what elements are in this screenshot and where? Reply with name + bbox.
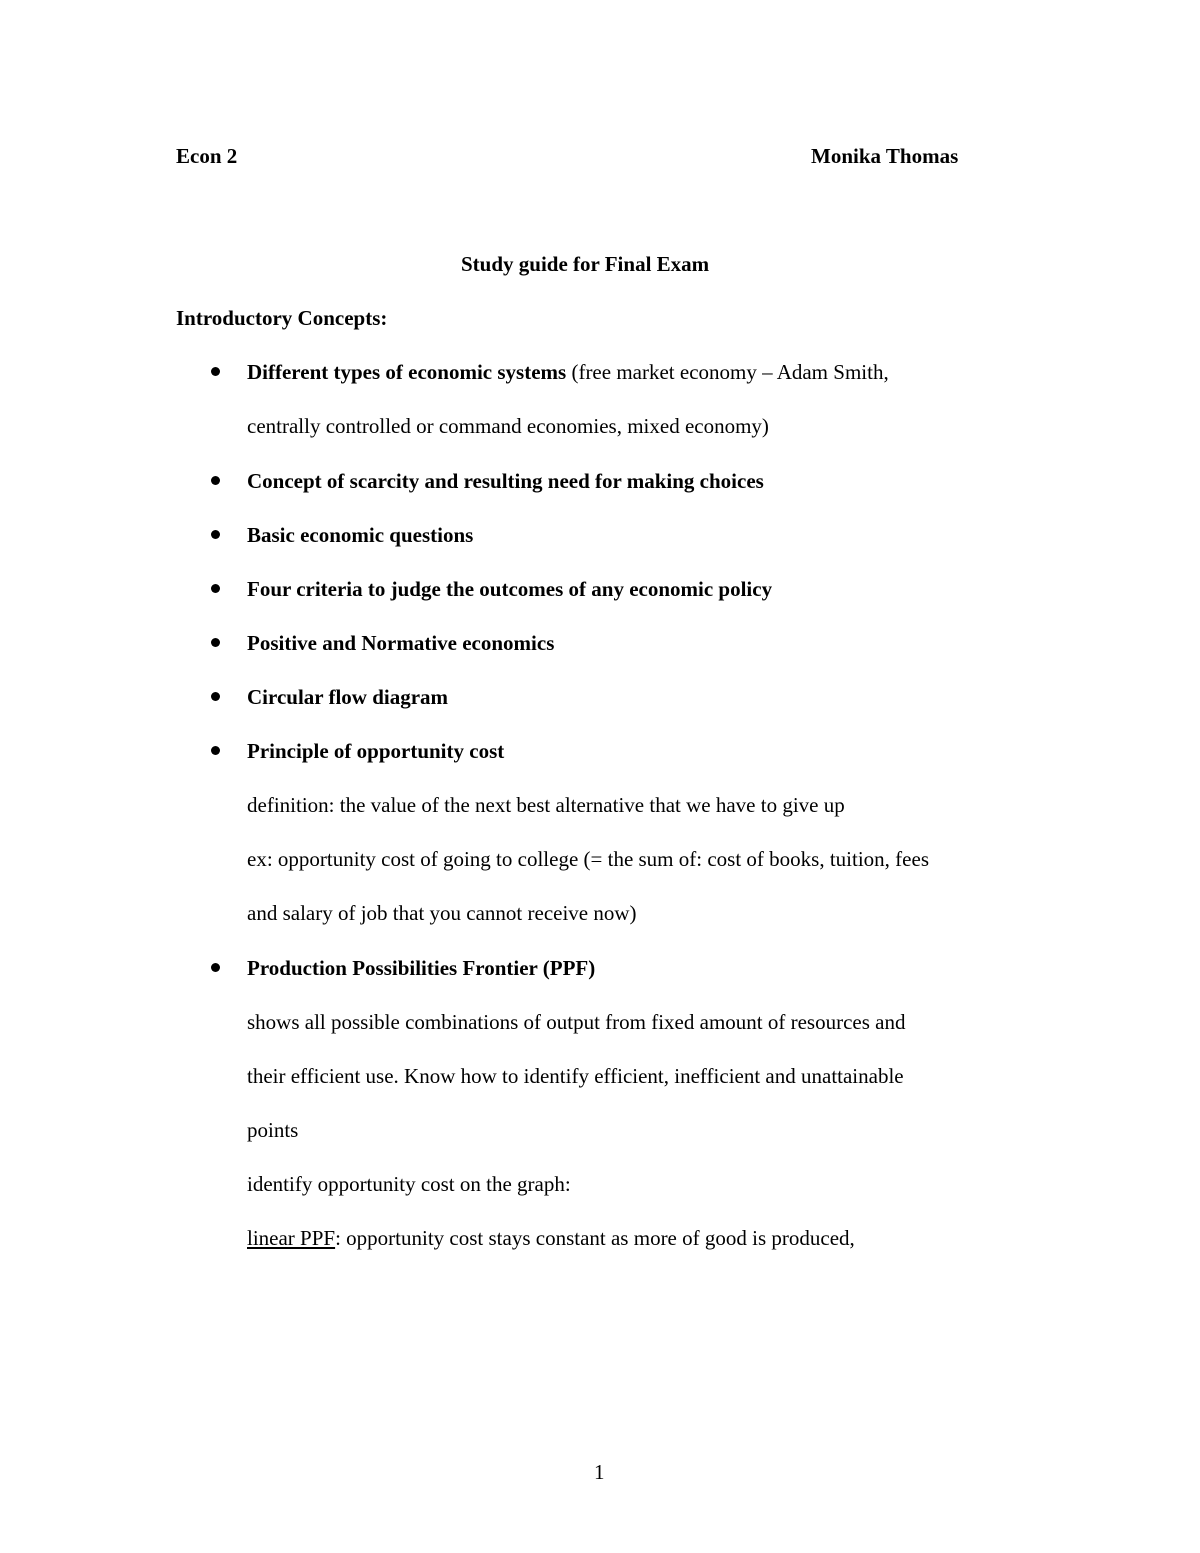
document-title: Study guide for Final Exam [461, 252, 710, 276]
list-item-ppf: Production Possibilities Frontier (PPF) [247, 956, 596, 980]
bullet-icon [211, 638, 220, 647]
list-item-positive-normative: Positive and Normative economics [247, 631, 555, 655]
bullet-icon [211, 367, 220, 376]
item-inline-text: (free market economy – Adam Smith, [566, 360, 889, 384]
list-item-basic-questions: Basic economic questions [247, 523, 474, 547]
page-number: 1 [594, 1460, 605, 1484]
opportunity-example: ex: opportunity cost of going to college (= the sum of: cost of books, tuition, fees [247, 847, 929, 871]
bullet-icon [211, 584, 220, 593]
list-item-scarcity: Concept of scarcity and resulting need for making choices [247, 469, 764, 493]
ppf-graph-instruction: identify opportunity cost on the graph: [247, 1172, 571, 1196]
bullet-icon [211, 476, 220, 485]
bullet-icon [211, 746, 220, 755]
list-item-circular-flow: Circular flow diagram [247, 685, 449, 709]
ppf-description-3: points [247, 1118, 299, 1142]
linear-ppf-label: linear PPF [247, 1226, 336, 1250]
ppf-description-1: shows all possible combinations of output from fixed amount of resources and [247, 1010, 906, 1034]
bullet-icon [211, 692, 220, 701]
item-heading: Different types of economic systems [247, 360, 567, 384]
bullet-icon [211, 963, 220, 972]
course-name: Econ 2 [176, 144, 238, 168]
list-item-four-criteria: Four criteria to judge the outcomes of any economic policy [247, 577, 773, 601]
bullet-icon [211, 530, 220, 539]
list-item-opportunity-cost: Principle of opportunity cost [247, 739, 505, 763]
list-item-economic-systems [247, 358, 889, 386]
opportunity-definition: definition: the value of the next best alternative that we have to give up [247, 793, 845, 817]
author-name: Monika Thomas [811, 144, 959, 168]
ppf-description-2: their efficient use. Know how to identify efficient, inefficient and unattainable [247, 1064, 904, 1088]
opportunity-example-cont: and salary of job that you cannot receive now) [247, 901, 637, 925]
linear-ppf-text: : opportunity cost stays constant as more of good is produced, [335, 1226, 855, 1250]
ppf-linear-note [247, 1224, 855, 1252]
section-heading: Introductory Concepts: [176, 306, 388, 330]
item-continuation: centrally controlled or command economies, mixed economy) [247, 414, 769, 438]
